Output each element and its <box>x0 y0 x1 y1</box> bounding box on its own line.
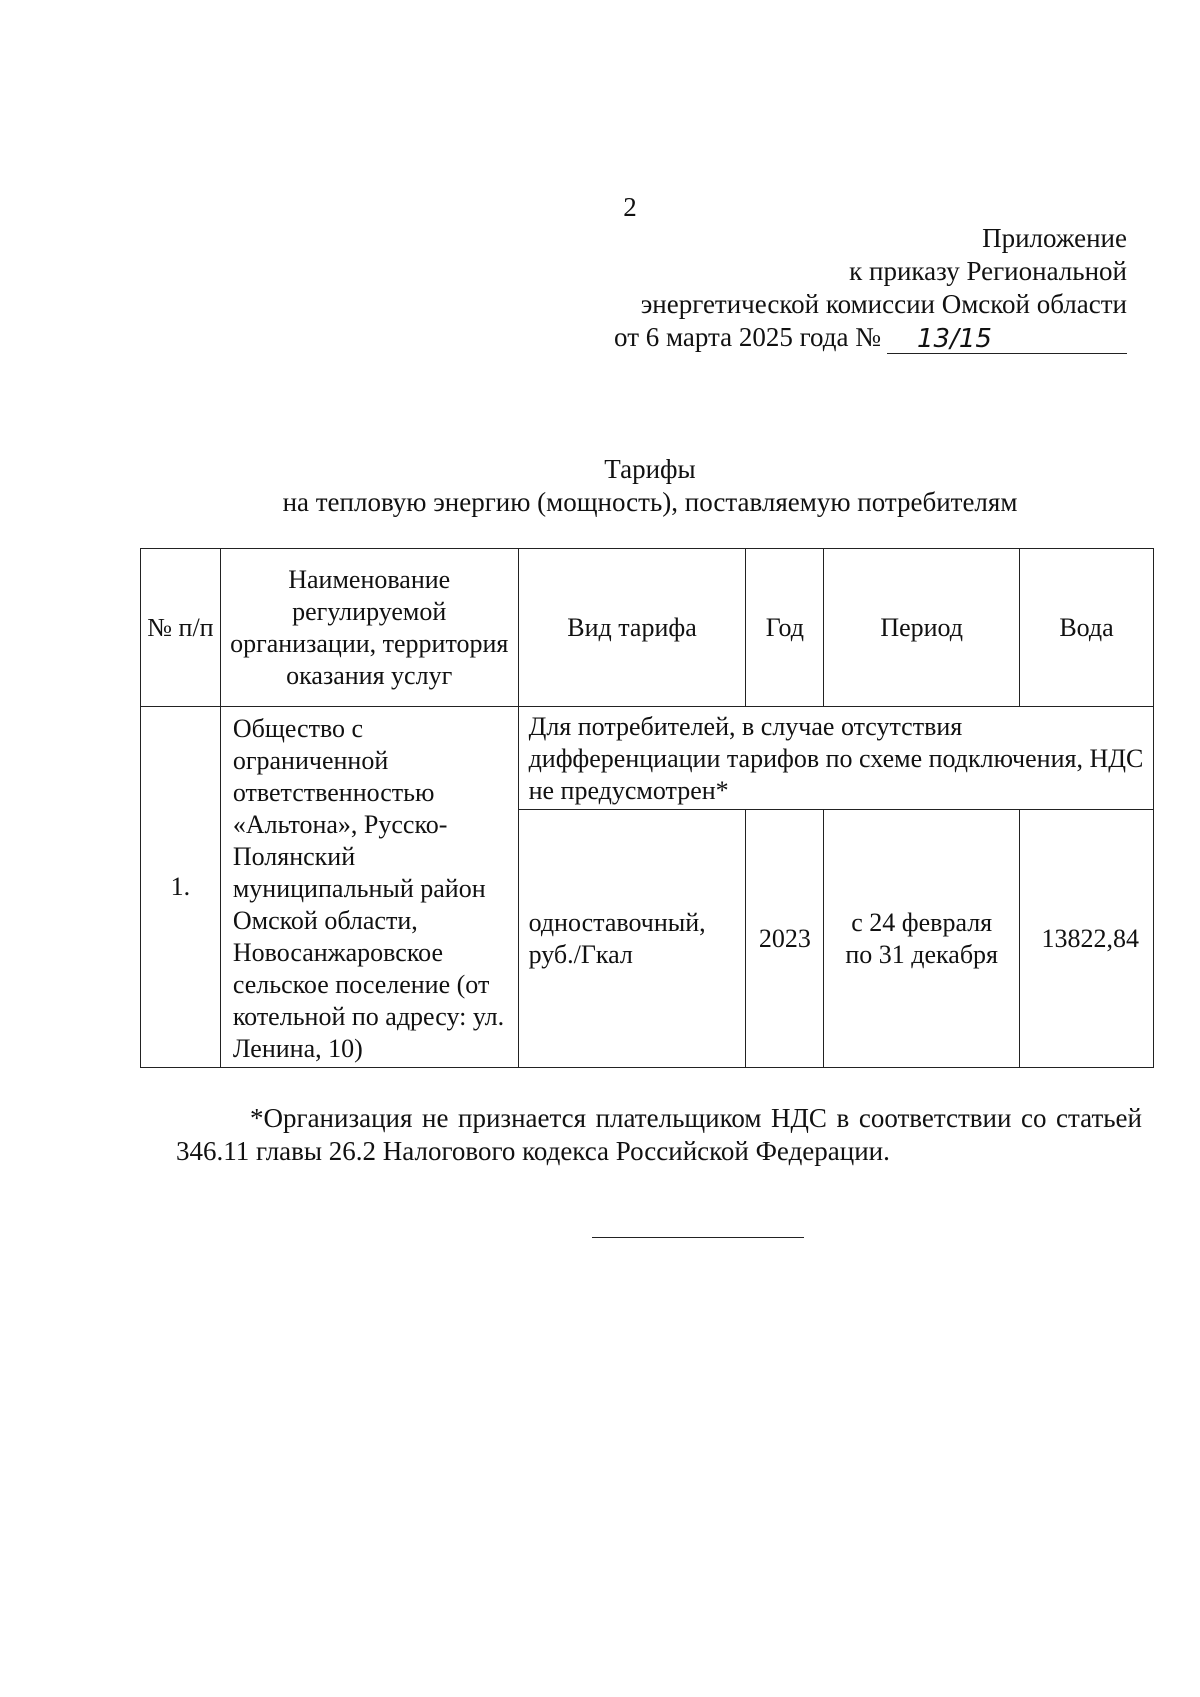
cell-period: с 24 февраля по 31 декабря <box>824 810 1020 1068</box>
header-kind: Вид тарифа <box>518 549 746 707</box>
table-row <box>141 707 1154 810</box>
cell-organization: Общество с ограниченной ответственностью «Альтона», Русско-Полянский муниципальный район Омской области, Новосанжаровское сельское поселение (от котельной по адресу: ул. Ленина, 10) <box>220 707 518 1068</box>
order-number-handwritten: 13/15 <box>887 325 1127 354</box>
header-period: Период <box>824 549 1020 707</box>
table-header-row <box>141 549 1154 707</box>
cell-row-number: 1. <box>141 707 221 1068</box>
footnote: *Организация не признается плательщиком НДС в соответствии со статьей 346.11 главы 26.2 Налогового кодекса Российской Федерации. <box>176 1103 1142 1166</box>
appendix-order-ref: к приказу Региональной <box>849 256 1127 286</box>
appendix-commission: энергетической комиссии Омской области <box>640 289 1127 319</box>
header-org: Наименование регулируемой организации, территория оказания услуг <box>220 549 518 707</box>
appendix-block <box>614 222 1127 354</box>
end-divider <box>592 1237 804 1238</box>
tariff-table <box>140 548 1154 1068</box>
appendix-order-line <box>614 321 1127 354</box>
cell-water-tariff: 13822,84 <box>1020 810 1154 1068</box>
cell-consumer-group: Для потребителей, в случае отсутствия дифференциации тарифов по схеме подключения, НДС не предусмотрен* <box>518 707 1153 810</box>
title-line-1: Тарифы <box>604 454 696 484</box>
page-number: 2 <box>623 192 637 222</box>
document-title <box>0 453 1200 519</box>
title-line-2: на тепловую энергию (мощность), поставляемую потребителям <box>282 487 1018 517</box>
header-year: Год <box>746 549 824 707</box>
appendix-title: Приложение <box>982 223 1127 253</box>
header-num: № п/п <box>141 549 221 707</box>
cell-tariff-kind: одноставочный, руб./Гкал <box>518 810 746 1068</box>
header-water: Вода <box>1020 549 1154 707</box>
cell-year: 2023 <box>746 810 824 1068</box>
order-date: от 6 марта 2025 года № <box>614 322 881 352</box>
